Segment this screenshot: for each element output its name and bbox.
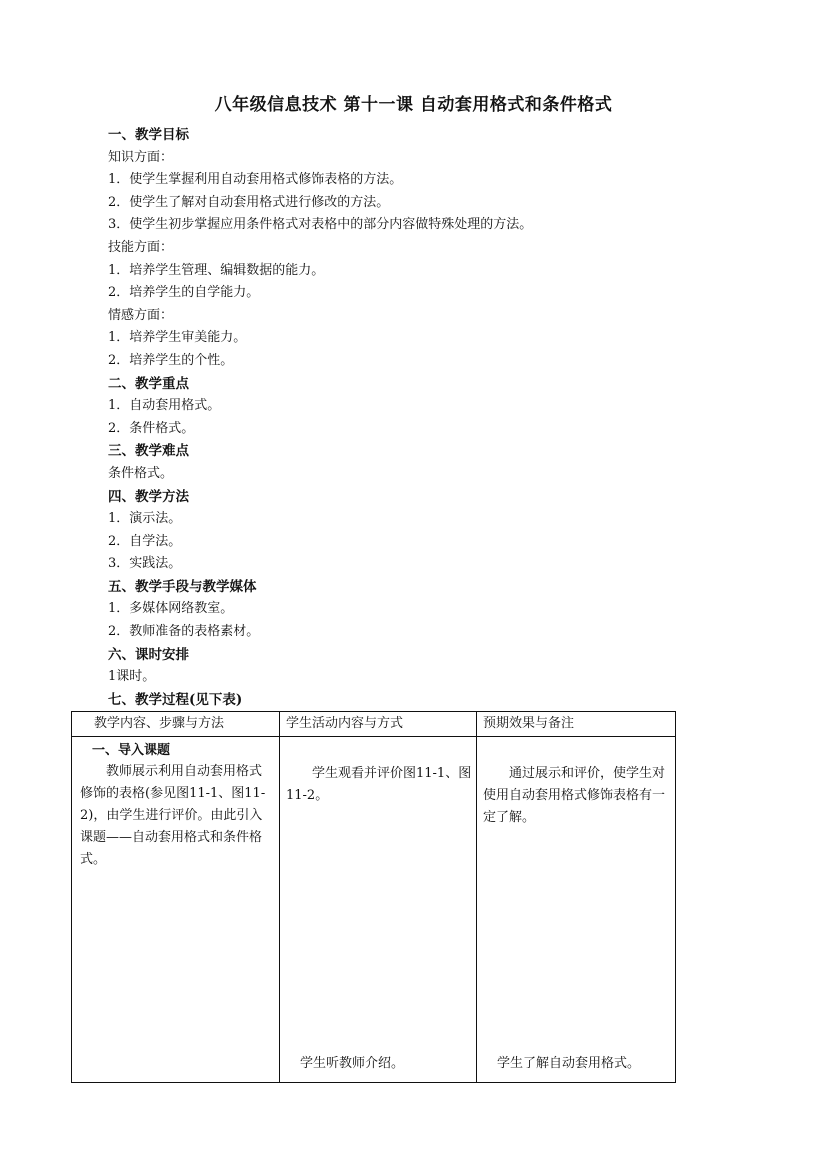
header-expected-effect: 预期效果与备注 xyxy=(477,712,676,737)
lesson-plan-body xyxy=(108,124,748,711)
body-line: 2．使学生了解对自动套用格式进行修改的方法。 xyxy=(108,194,390,210)
teaching-content-cell xyxy=(72,737,280,1083)
body-line: 1．演示法。 xyxy=(108,511,182,527)
body-line: 2．条件格式。 xyxy=(108,420,195,436)
student-activity-note: 学生听教师介绍。 xyxy=(300,1056,405,1071)
body-line: 1．培养学生审美能力。 xyxy=(108,330,247,346)
body-line: 3．实践法。 xyxy=(108,556,182,572)
page-title: 八年级信息技术 第十一课 自动套用格式和条件格式 xyxy=(214,95,613,115)
expected-effect-cell xyxy=(477,737,676,1083)
table-header-row xyxy=(72,712,676,737)
student-activity-text: 学生观看并评价图11-1、图11-2。 xyxy=(286,766,472,803)
body-line: 1课时。 xyxy=(108,669,156,685)
body-line: 1．培养学生管理、编辑数据的能力。 xyxy=(108,262,325,278)
table-row xyxy=(72,737,676,1083)
body-line: 知识方面： xyxy=(108,149,174,165)
body-line: 2．自学法。 xyxy=(108,533,182,549)
teaching-process-table xyxy=(71,711,676,1083)
body-line: 2．培养学生的个性。 xyxy=(108,352,234,368)
body-line: 技能方面： xyxy=(108,239,174,255)
expected-effect-note: 学生了解自动套用格式。 xyxy=(497,1056,641,1071)
section-heading: 一、导入课题 xyxy=(92,743,171,758)
section-heading: 二、教学重点 xyxy=(108,375,189,392)
teaching-content-text: 教师展示利用自动套用格式修饰的表格(参见图11-1、图11-2)，由学生进行评价。由此引入课题——自动套用格式和条件格式。 xyxy=(80,764,266,867)
header-student-activity: 学生活动内容与方式 xyxy=(280,712,477,737)
body-line: 2．教师准备的表格素材。 xyxy=(108,624,260,640)
body-line: 情感方面： xyxy=(108,307,174,323)
body-line: 3．使学生初步掌握应用条件格式对表格中的部分内容做特殊处理的方法。 xyxy=(108,217,533,233)
section-heading: 四、教学方法 xyxy=(108,488,189,505)
section-heading: 五、教学手段与教学媒体 xyxy=(108,578,257,595)
body-line: 1．使学生掌握利用自动套用格式修饰表格的方法。 xyxy=(108,172,403,188)
section-heading: 六、课时安排 xyxy=(108,646,189,663)
section-heading: 七、教学过程(见下表) xyxy=(108,691,243,708)
expected-effect-text: 通过展示和评价，使学生对使用自动套用格式修饰表格有一定了解。 xyxy=(483,766,666,825)
body-line: 条件格式。 xyxy=(108,465,174,481)
section-heading: 一、教学目标 xyxy=(108,127,189,143)
student-activity-cell xyxy=(280,737,477,1083)
body-line: 2．培养学生的自学能力。 xyxy=(108,285,260,301)
header-teaching-content: 教学内容、步骤与方法 xyxy=(72,712,280,737)
body-line: 1．自动套用格式。 xyxy=(108,398,221,414)
body-line: 1．多媒体网络教室。 xyxy=(108,601,234,617)
section-heading: 三、教学难点 xyxy=(108,443,189,460)
